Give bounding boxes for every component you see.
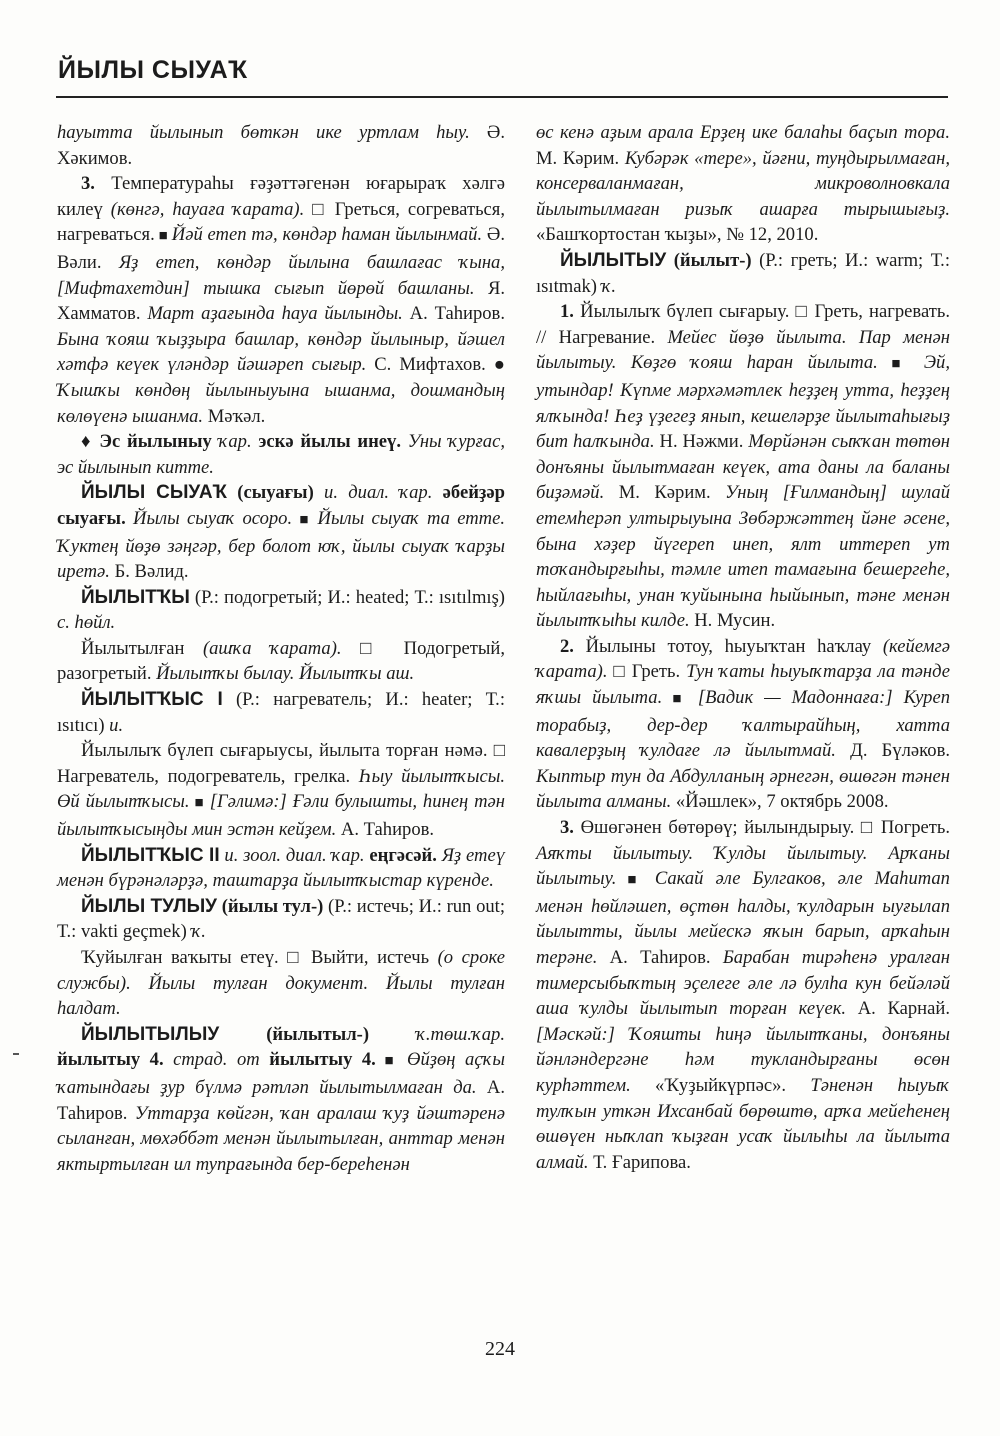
idiom: ♦ Эс йылыныу ҡар. эскә йылы инеү. Уны ҡурғас, эс йылынып китте. [57, 431, 505, 478]
header-rule [56, 96, 948, 98]
entry-yyly-syuaq: ЙЫЛЫ СЫУАҠ (сыуағы) и. диал. ҡар. әбейҙәр сыуағы. Йылы сыуаҡ осоро. ■ Йылы сыуаҡ та етте. Ҡуктең йөҙө зәңгәр, бер болот юҡ, йылы сыуаҡ ҡарҙы иретә. Б. Вәлид. [57, 482, 506, 583]
sense-2: 2. Йылыны тотоу, һыуыҡтан һаҡлау (кейемгә ҡарата). □ Греть. Тун ҡаты һыуыҡтарҙа ла тәнде яҡшы йылыта. ■ [Вадик — Мадоннаға:] Куреп торабыҙ, дер-дер ҡалтырайһың, хатта кавалерҙың ҡулдағе лә йылытмай. Д. Бүләков. Кыптыр тун да Абдулланың әрнегән, өшөгән тәнен йылыта алманы. «Йәшлек», 7 октябрь 2008. [536, 635, 951, 813]
entry-yylytyu: ЙЫЛЫТЫУ (йылыт-) (Р.: греть; И.: warm; Т.: ısıtmak) ҡ. [536, 249, 950, 297]
entry-yylytylyu: ЙЫЛЫТЫЛЫУ (йылытыл-) ҡ.төш.ҡар. йылытыу 4. страд. от йылытыу 4. ■ Өйҙөң аҫҡы ҡатындағы ҙур бүлмә рәтләп йылытылмаған да. А. Таһиров. Уттарҙа көйгән, ҡан аралаш ҡуҙ йәштәренә сыланған, мөхәббәт менән йылытылған, анттар менән яктыртылған ил тупрағында бер-береһенән [57, 1023, 506, 1175]
sense-1: 1. Йылылыҡ бүлеп сығарыу. □ Греть, нагревать. // Нагревание. Мейес йөҙө йылыта. Пар менән йылытыу. Көҙгө ҡояш һаран йылыта. ■ Эй, утындар! Күпме мәрхәмәтлек һеҙҙең утта, һеҙҙең ялҡында! Һеҙ үҙегеҙ янып, кешеләрҙе йылытаһығыҙ бит һалҡында. Н. Нәжми. Мөрйәнән сыҡҡан төтөн донъяны йылытмаған кеүек, ата даны ла баланы биҙәмәй. М. Кәрим. Уның [Ғилмандың] шулай етемһерәп ултырыуына Зөбәржәттең йәне әсене, бына хәҙер йүгереп инеп, ялт иттереп ут тоҡандырғыһы, тәмле итеп тамағына бешергеһе, һыйлағыһы, унан ҡуйынына һыйынып, тәне менән йылытҡыһы килде. Н. Мусин. [536, 301, 951, 632]
entry-yyly-tulyu-def: Ҡуйылған ваҡыты етеү. □ Выйти, истечь (о сроке службы). Йылы тулған документ. Йылы тулған һалдат. [57, 947, 505, 1020]
scan-mark [13, 1053, 19, 1055]
entry-yylytqy-def: Йылытылған (ашҡа ҡарата). □ Подогретый, разогретый. Йылытҡы былау. Йылытҡы аш. [57, 637, 505, 685]
left-column [57, 120, 505, 1177]
sense-3-right: 3. Өшөгәнен бөтөрөү; йылындырыу. □ Погреть. Аяҡты йылытыу. Ҡулды йылытыу. Арҡаны йылытыу. ■ Сакай әле Булгаков, әле Маһитап менән һөйләшеп, өҫтөн һалды, ҡулдарын ыуғылап йылытты, йылы мейескә яҡын барып, арҡаһын терәне. А. Таһиров. Барабан тирәһенә уралған тимерсыбыҡтың эҫелеге әле лә булһа кун бейәләй аша ҡулды йылытып торған кеүек. А. Карнай. [Мәскәй:] Ҡояшты һиңә йылытҡаны, донъяны йәнләндергәне һәм тукландырғаны өсөн курһәттем. «Ҡуҙыйкүрпәс». Тәненән һыуыҡ тулҡын уткән Ихсанбай бөрөштө, арҡа мейеһенең өшөүен ныҡлап ҡыҙған усаҡ йылыһы ла йылыта алмай. Т. Ғарипова. [536, 817, 950, 1173]
entry-yyly-tulyu: ЙЫЛЫ ТУЛЫУ (йылы тул-) (Р.: истечь; И.: run out; Т.: vakti geçmek) ҡ. [57, 895, 505, 943]
entry-continuation-right: өс кенә аҙым арала Ерҙең ике балаһы баҫып тора. М. Кәрим. Кубәрәк «тере», йәғни, туңдырылмаған, консерваланмаған, микроволновкала йылытылмаған ризыҡ ашарға тырышығыҙ. «Башҡортостан ҡыҙы», № 12, 2010. [536, 122, 951, 246]
entry-yylytqys-1: ЙЫЛЫТҠЫС I (Р.: нагреватель; И.: heater; Т.: ısıtıcı) и. [57, 689, 505, 736]
entry-yylytqys-1-def: Йылылыҡ бүлеп сығарыусы, йылыта торған нәмә. □ Нагреватель, подогреватель, грелка. Һыу йылытҡысы. Өй йылытҡысы. ■ [Гәлимә:] Ғәли булышты, һинең тән йылытҡысыңды мин эстән кейҙем. А. Таһиров. [57, 740, 505, 841]
entry-continuation: һауытта йылынып бөткән ике уртлам һыу. Ә. Хәкимов. [57, 122, 505, 169]
sense-3: 3. Температураһы ғәҙәттәгенән юғарыраҡ хәлгә килеү (көнгә, һауаға ҡарата). □ Греться, согреваться, нагреваться. ■ Йәй етеп тә, көндәр һаман йылынмай. Ә. Вәли. Яҙ етеп, көндәр йылына башлағас ҡына, [Мифтахетдин] тышка сығып йөрөй башланы. Я. Хамматов. Март аҙағында һауа йылынды. А. Таһиров. Бына ҡояш ҡыҙҙыра башлар, көндәр йылыныр, йәшел хәтфә кеүек үләндәр йәшәреп сығыр. С. Мифтахов. ● Ҡышҡы көндөң йылыныуына ышанма, дошмандың көлөүенә ышанма. Мәҡәл. [57, 173, 506, 427]
running-head: ЙЫЛЫ СЫУАҠ [58, 56, 248, 84]
page-number: 224 [485, 1338, 515, 1360]
entry-yylytqy: ЙЫЛЫТҠЫ (Р.: подогретый; И.: heated; Т.: ısıtılmış) с. һөйл. [57, 586, 505, 634]
entry-yylytqys-2: ЙЫЛЫТҠЫС II и. зоол. диал. ҡар. еңгәсәй. Яҙ етеү менән бүрәнәләрҙә, таштарҙа йылытҡыстар күренде. [57, 844, 505, 892]
right-column [536, 120, 950, 1175]
